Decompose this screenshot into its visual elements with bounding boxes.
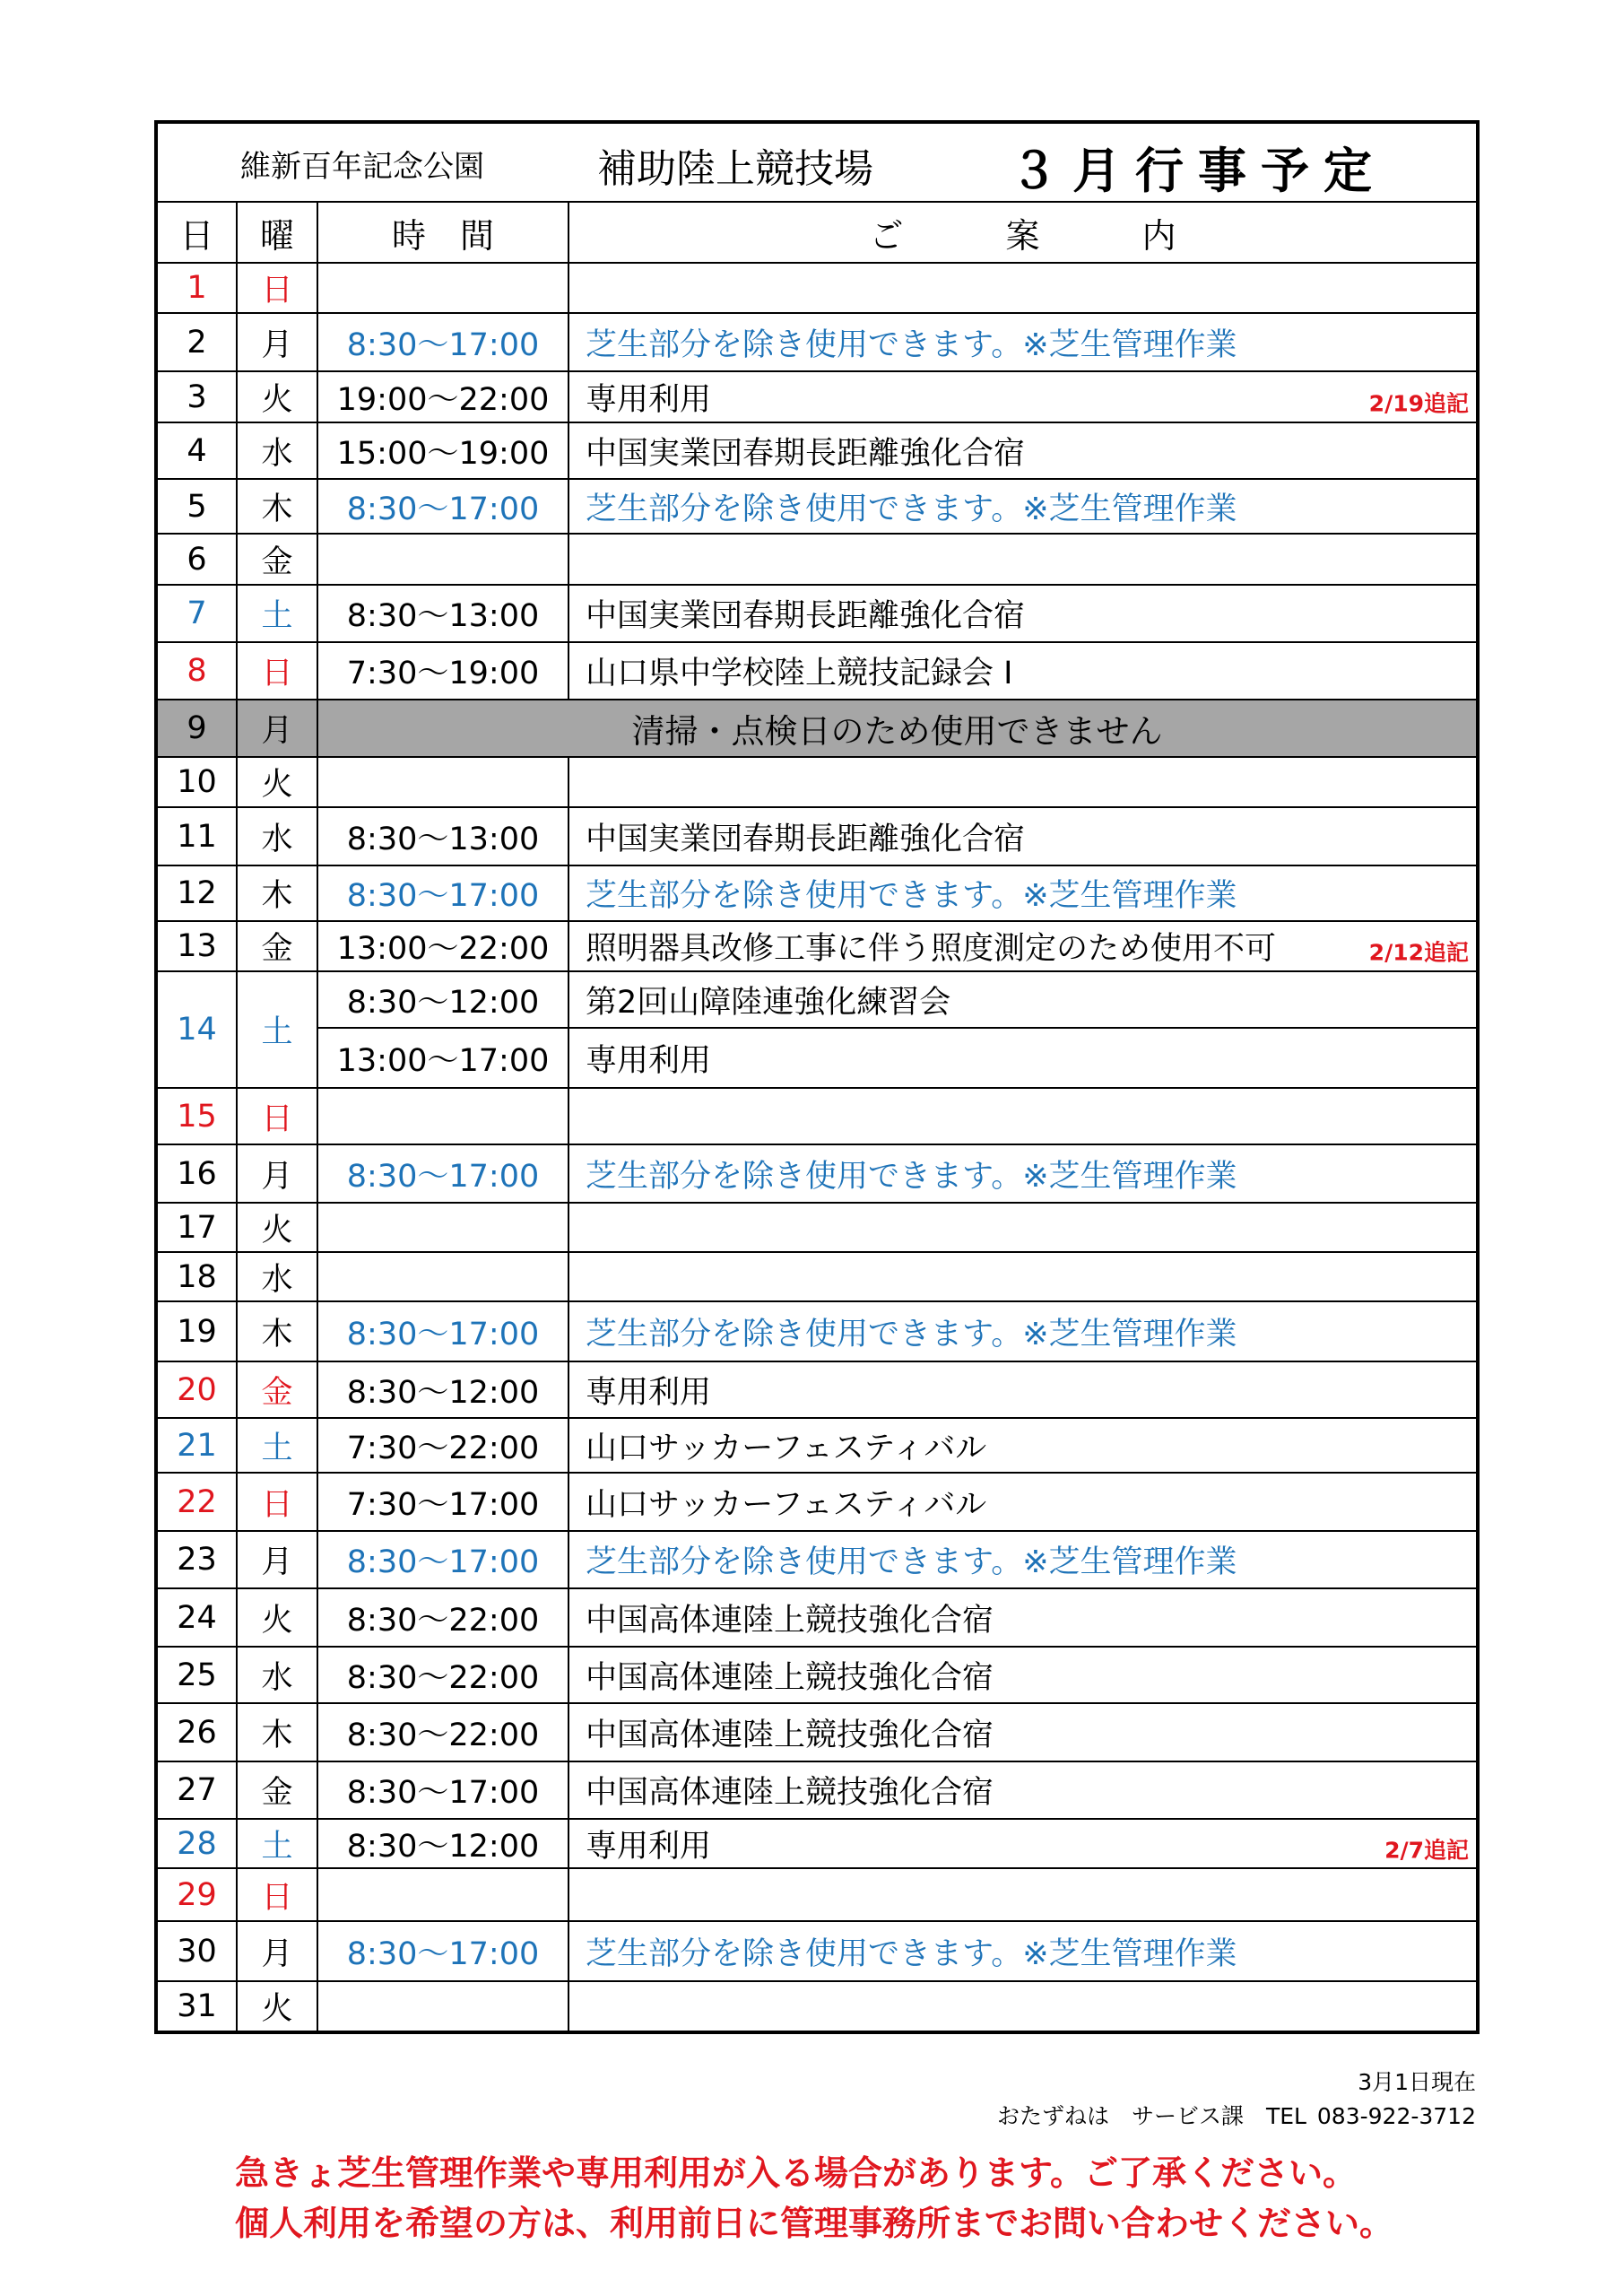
info-cell (568, 757, 1478, 807)
info-text: 第2回山障陸連強化練習会 (586, 984, 951, 1021)
weekday-cell: 月 (237, 700, 317, 757)
table-row (156, 1418, 1478, 1473)
table-row (156, 1819, 1478, 1868)
day-cell: 7 (156, 585, 237, 642)
info-cell (568, 642, 1478, 700)
weekday-cell: 木 (237, 479, 317, 534)
time-cell: 8:30～12:00 (317, 1361, 568, 1418)
table-row (156, 807, 1478, 865)
time-cell (317, 534, 568, 585)
day-cell: 1 (156, 263, 237, 313)
day-cell: 15 (156, 1088, 237, 1144)
info-cell (568, 1703, 1478, 1761)
info-cell (568, 422, 1478, 479)
table-row (156, 1028, 1478, 1088)
schedule-table (154, 120, 1480, 2034)
table-row (156, 1588, 1478, 1647)
title-cell (156, 122, 1478, 202)
day-cell: 2 (156, 313, 237, 371)
weekday-cell: 日 (237, 1473, 317, 1531)
info-text: 専用利用 (586, 1042, 712, 1079)
table-row (156, 1868, 1478, 1921)
info-cell (568, 1981, 1478, 2032)
time-cell (317, 1088, 568, 1144)
info-cell (568, 1921, 1478, 1981)
info-cell (568, 1761, 1478, 1819)
time-cell: 19:00～22:00 (317, 371, 568, 422)
time-cell: 8:30～13:00 (317, 807, 568, 865)
time-cell: 8:30～22:00 (317, 1703, 568, 1761)
header-row (156, 202, 1478, 263)
weekday-cell: 火 (237, 757, 317, 807)
table-row (156, 1473, 1478, 1531)
info-cell (568, 1361, 1478, 1418)
table-row (156, 1981, 1478, 2032)
weekday-cell: 日 (237, 263, 317, 313)
time-cell: 8:30～22:00 (317, 1588, 568, 1647)
day-cell: 3 (156, 371, 237, 422)
time-cell: 8:30～17:00 (317, 1921, 568, 1981)
table-row (156, 1531, 1478, 1588)
info-text: 中国高体連陸上競技強化合宿 (586, 1602, 994, 1639)
table-row-closed (156, 700, 1478, 757)
info-text: 中国実業団春期長距離強化合宿 (586, 821, 1026, 857)
table-row (156, 1761, 1478, 1819)
info-cell (568, 1473, 1478, 1531)
added-note: 2/7追記 (1384, 1836, 1469, 1863)
info-cell (568, 921, 1478, 971)
info-cell (568, 1301, 1478, 1361)
info-text: 中国高体連陸上競技強化合宿 (586, 1775, 994, 1811)
weekday-cell: 月 (237, 1921, 317, 1981)
table-row (156, 1252, 1478, 1301)
day-cell: 25 (156, 1647, 237, 1703)
time-cell: 8:30～22:00 (317, 1647, 568, 1703)
table-row (156, 1703, 1478, 1761)
day-cell: 9 (156, 700, 237, 757)
info-text: 照明器具改修工事に伴う照度測定のため使用不可 (586, 931, 1277, 967)
table-row (156, 371, 1478, 422)
info-text: 中国高体連陸上競技強化合宿 (586, 1659, 994, 1696)
day-cell: 14 (156, 971, 237, 1088)
info-text: 山口サッカーフェスティバル (586, 1430, 987, 1466)
weekday-cell: 木 (237, 1703, 317, 1761)
time-cell: 8:30～17:00 (317, 313, 568, 371)
info-cell (568, 1819, 1478, 1868)
weekday-cell: 金 (237, 1361, 317, 1418)
weekday-cell: 土 (237, 1819, 317, 1868)
time-cell: 8:30～17:00 (317, 1144, 568, 1203)
info-text: 山口県中学校陸上競技記録会 Ⅰ (586, 656, 1013, 691)
notice-line-1: 急きょ芝生管理作業や専用利用が入る場合があります。ご了承ください。 (235, 2153, 1357, 2193)
weekday-cell: 土 (237, 585, 317, 642)
time-cell: 7:30～17:00 (317, 1473, 568, 1531)
info-cell (568, 371, 1478, 422)
time-cell (317, 1203, 568, 1252)
info-text: 芝生部分を除き使用できます。※芝生管理作業 (586, 1158, 1237, 1195)
info-cell (568, 1531, 1478, 1588)
time-cell (317, 1981, 568, 2032)
notice-line-2: 個人利用を希望の方は、利用前日に管理事務所までお問い合わせください。 (235, 2204, 1394, 2243)
info-cell (568, 585, 1478, 642)
added-note: 2/12追記 (1368, 939, 1469, 966)
info-text: 専用利用 (586, 1828, 712, 1865)
day-cell: 30 (156, 1921, 237, 1981)
table-row (156, 1144, 1478, 1203)
day-cell: 13 (156, 921, 237, 971)
table-row (156, 585, 1478, 642)
table-row (156, 921, 1478, 971)
time-cell: 7:30～19:00 (317, 642, 568, 700)
info-text: 芝生部分を除き使用できます。※芝生管理作業 (586, 878, 1237, 914)
info-text: 芝生部分を除き使用できます。※芝生管理作業 (586, 1935, 1237, 1972)
weekday-cell: 金 (237, 534, 317, 585)
weekday-cell: 月 (237, 1531, 317, 1588)
day-cell: 16 (156, 1144, 237, 1203)
schedule-sheet (154, 120, 1476, 2034)
info-text: 中国実業団春期長距離強化合宿 (586, 598, 1026, 634)
header-time: 時 間 (317, 202, 568, 263)
table-row (156, 422, 1478, 479)
info-cell (568, 534, 1478, 585)
info-text: 中国高体連陸上競技強化合宿 (586, 1717, 994, 1753)
day-cell: 10 (156, 757, 237, 807)
day-cell: 26 (156, 1703, 237, 1761)
info-cell (568, 1252, 1478, 1301)
info-cell (568, 263, 1478, 313)
weekday-cell: 火 (237, 1203, 317, 1252)
info-cell (568, 807, 1478, 865)
day-cell: 5 (156, 479, 237, 534)
time-cell: 8:30～17:00 (317, 1301, 568, 1361)
day-cell: 8 (156, 642, 237, 700)
as-of-date: 3月1日現在 (1358, 2069, 1476, 2095)
day-cell: 29 (156, 1868, 237, 1921)
weekday-cell: 土 (237, 1418, 317, 1473)
info-text: 山口サッカーフェスティバル (586, 1486, 987, 1523)
header-day: 日 (156, 202, 237, 263)
weekday-cell: 水 (237, 1647, 317, 1703)
info-cell (568, 479, 1478, 534)
closed-notice: 清掃・点検日のため使用できません (317, 700, 1478, 757)
weekday-cell: 火 (237, 371, 317, 422)
day-cell: 31 (156, 1981, 237, 2032)
time-cell: 8:30～17:00 (317, 865, 568, 921)
day-cell: 20 (156, 1361, 237, 1418)
info-cell (568, 1418, 1478, 1473)
time-cell (317, 1868, 568, 1921)
day-cell: 27 (156, 1761, 237, 1819)
time-cell (317, 263, 568, 313)
weekday-cell: 月 (237, 313, 317, 371)
day-cell: 21 (156, 1418, 237, 1473)
info-cell (568, 1144, 1478, 1203)
time-cell: 8:30～12:00 (317, 1819, 568, 1868)
day-cell: 18 (156, 1252, 237, 1301)
info-cell (568, 1203, 1478, 1252)
added-note: 2/19追記 (1368, 389, 1469, 416)
table-row (156, 1361, 1478, 1418)
info-cell (568, 971, 1478, 1028)
time-cell: 8:30～17:00 (317, 1531, 568, 1588)
weekday-cell: 日 (237, 1088, 317, 1144)
info-cell (568, 313, 1478, 371)
time-cell: 8:30～17:00 (317, 479, 568, 534)
title-row (156, 122, 1478, 202)
info-cell (568, 1588, 1478, 1647)
contact-info: おたずねは サービス課 TEL 083-922-3712 (996, 2103, 1476, 2129)
time-cell: 8:30～13:00 (317, 585, 568, 642)
info-cell (568, 1028, 1478, 1088)
time-cell (317, 757, 568, 807)
info-text: 芝生部分を除き使用できます。※芝生管理作業 (586, 1316, 1237, 1352)
weekday-cell: 木 (237, 1301, 317, 1361)
info-text: 専用利用 (586, 381, 712, 418)
info-text: 芝生部分を除き使用できます。※芝生管理作業 (586, 491, 1237, 527)
time-cell: 13:00～17:00 (317, 1028, 568, 1088)
table-row (156, 1203, 1478, 1252)
table-row (156, 971, 1478, 1028)
table-row (156, 479, 1478, 534)
day-cell: 22 (156, 1473, 237, 1531)
info-text: 専用利用 (586, 1374, 712, 1411)
day-cell: 4 (156, 422, 237, 479)
time-cell: 15:00～19:00 (317, 422, 568, 479)
table-row (156, 1301, 1478, 1361)
day-cell: 19 (156, 1301, 237, 1361)
weekday-cell: 日 (237, 642, 317, 700)
info-cell (568, 1088, 1478, 1144)
time-cell: 8:30～17:00 (317, 1761, 568, 1819)
time-cell: 13:00～22:00 (317, 921, 568, 971)
weekday-cell: 土 (237, 971, 317, 1088)
info-cell (568, 1868, 1478, 1921)
title-month: ３月行事予定 (1010, 143, 1386, 199)
day-cell: 24 (156, 1588, 237, 1647)
title-venue: 補助陸上競技場 (597, 146, 873, 192)
title-park: 維新百年記念公園 (240, 149, 484, 185)
weekday-cell: 水 (237, 807, 317, 865)
table-row (156, 757, 1478, 807)
table-row (156, 1647, 1478, 1703)
weekday-cell: 水 (237, 1252, 317, 1301)
time-cell: 8:30～12:00 (317, 971, 568, 1028)
day-cell: 11 (156, 807, 237, 865)
table-row (156, 263, 1478, 313)
table-row (156, 1088, 1478, 1144)
day-cell: 28 (156, 1819, 237, 1868)
weekday-cell: 金 (237, 1761, 317, 1819)
time-cell (317, 1252, 568, 1301)
time-cell: 7:30～22:00 (317, 1418, 568, 1473)
day-cell: 12 (156, 865, 237, 921)
weekday-cell: 金 (237, 921, 317, 971)
weekday-cell: 木 (237, 865, 317, 921)
weekday-cell: 月 (237, 1144, 317, 1203)
table-row (156, 865, 1478, 921)
weekday-cell: 火 (237, 1981, 317, 2032)
info-text: 芝生部分を除き使用できます。※芝生管理作業 (586, 326, 1237, 363)
table-row (156, 1921, 1478, 1981)
header-guide: ご 案 内 (568, 202, 1478, 263)
day-cell: 6 (156, 534, 237, 585)
day-cell: 17 (156, 1203, 237, 1252)
table-row (156, 313, 1478, 371)
day-cell: 23 (156, 1531, 237, 1588)
info-text: 芝生部分を除き使用できます。※芝生管理作業 (586, 1544, 1237, 1580)
info-cell (568, 865, 1478, 921)
header-weekday: 曜 (237, 202, 317, 263)
table-row (156, 534, 1478, 585)
weekday-cell: 日 (237, 1868, 317, 1921)
table-row (156, 642, 1478, 700)
weekday-cell: 水 (237, 422, 317, 479)
info-cell (568, 1647, 1478, 1703)
weekday-cell: 火 (237, 1588, 317, 1647)
info-text: 中国実業団春期長距離強化合宿 (586, 435, 1026, 472)
